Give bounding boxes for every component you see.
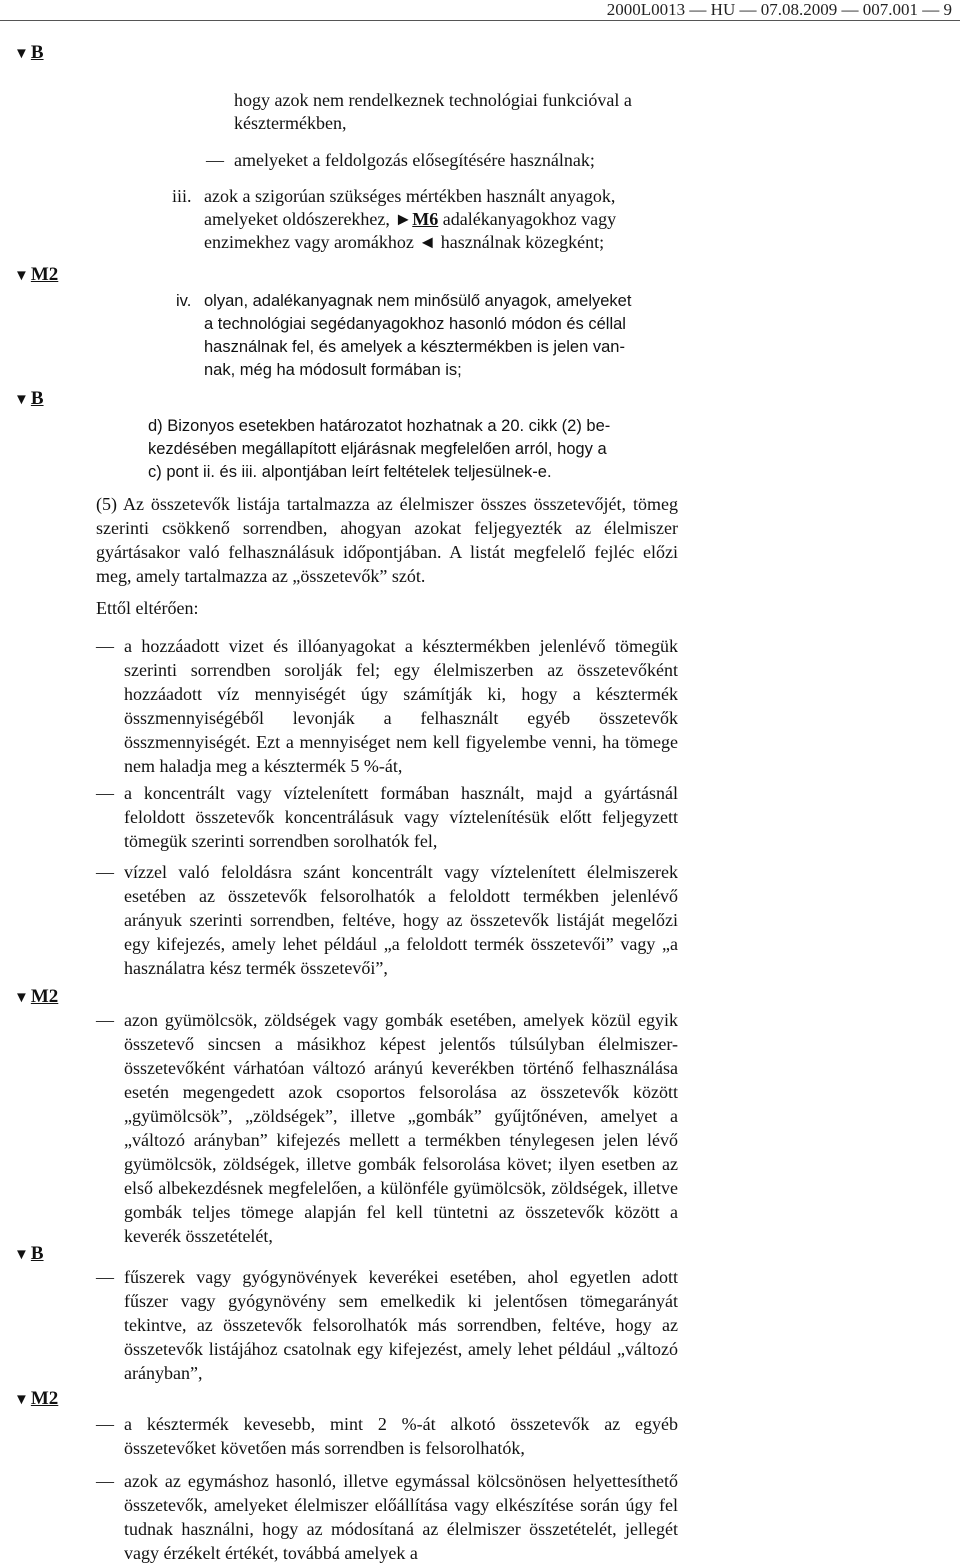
paragraph-5: (5) Az összetevők listája tartalmazza az élelmiszer összes összetevőjét, tömeg szerinti csökkenő sorrendben, ahogyan azokat feljegyezték az élelmiszer gyártásakor való felhasználásuk időpontjában. A listát megfelelő fejléc előzi meg, amely tartalmazza az „összetevők” szót.: [96, 494, 678, 586]
amendment-marker-b: ▼ B: [14, 42, 44, 63]
triangle-down-icon: ▼: [14, 1392, 29, 1408]
dash-bullet: —: [206, 150, 224, 170]
list-item: vízzel való feloldásra szánt koncentrált vagy víztelenített élelmiszerek esetében az összetevők felsorolhatók a feloldott termékben jelenlévő arányuk szerinti sorrendben, feltéve, hogy az összetevők listáját megelőzi egy kifejezés, amely lehet például „a feloldott termék összetevői” vagy „a használatra kész termék összetevői”,: [124, 862, 678, 978]
amendment-reference: ►M6: [394, 209, 439, 229]
text-line: használnak fel, és amelyek a késztermékben is jelen van-: [204, 338, 625, 356]
text-line: késztermékben,: [234, 113, 347, 133]
text-line: olyan, adalékanyagnak nem minősülő anyagok, amelyeket: [204, 292, 632, 310]
list-item: a késztermék kevesebb, mint 2 %-át alkotó összetevők az egyéb összetevőket követően más sorrendben is felsorolhatók,: [124, 1414, 678, 1458]
amendment-marker-m2: ▼ M2: [14, 264, 59, 285]
amendment-marker-m2: ▼ M2: [14, 986, 59, 1007]
item-number: iii.: [172, 186, 192, 206]
triangle-down-icon: ▼: [14, 1247, 29, 1263]
derogation-intro: Ettől eltérően:: [96, 598, 199, 618]
triangle-down-icon: ▼: [14, 392, 29, 408]
list-item: azok az egymáshoz hasonló, illetve egymással kölcsönösen helyettesíthető összetevők, amelyeket élelmiszer előállítása vagy elkészítése során úgy fel tudnak használni, hogy az módosítaná az élelmiszer összetételét, jellegét vagy érzékelt értékét, továbbá amelyek a: [124, 1471, 678, 1563]
triangle-down-icon: ▼: [14, 268, 29, 284]
text-line: amelyeket a feldolgozás elősegítésére használnak;: [234, 150, 595, 170]
running-header: 2000L0013 — HU — 07.08.2009 — 007.001 — 9: [0, 0, 960, 21]
text-line: kezdésében megállapított eljárásnak megfelelően arról, hogy a: [148, 440, 607, 458]
list-item: a koncentrált vagy víztelenített formában használt, majd a gyártásnál feloldott összetevők koncentrálásuk vagy víztelenítésük előtt feljegyzett tömegük szerinti sorrendben sorolhatók fel,: [124, 783, 678, 851]
dash-bullet: —: [96, 1414, 114, 1434]
dash-bullet: —: [96, 1010, 114, 1030]
text-line: enzimekhez vagy aromákhoz ◄ használnak közegként;: [204, 232, 605, 252]
amendment-marker-b: ▼ B: [14, 1243, 44, 1264]
text-line: d) Bizonyos esetekben határozatot hozhatnak a 20. cikk (2) be-: [148, 417, 611, 435]
amendment-marker-m2: ▼ M2: [14, 1388, 59, 1409]
text-line: nak, még ha módosult formában is;: [204, 361, 462, 379]
text-line: c) pont ii. és iii. alpontjában leírt feltételek teljesülnek-e.: [148, 463, 552, 481]
text-line: hogy azok nem rendelkeznek technológiai funkcióval a: [234, 90, 632, 110]
text-line: a technológiai segédanyagokhoz hasonló módon és céllal: [204, 315, 626, 333]
dash-bullet: —: [96, 636, 114, 656]
triangle-down-icon: ▼: [14, 990, 29, 1006]
arrow-right-icon: ►: [394, 209, 413, 229]
arrow-left-icon: ◄: [418, 232, 437, 252]
text-line: amelyeket oldószerekhez, ►M6 adalékanyagokhoz vagy: [204, 209, 617, 229]
item-number: iv.: [176, 292, 192, 310]
dash-bullet: —: [96, 862, 114, 882]
dash-bullet: —: [96, 783, 114, 803]
text-line: azok a szigorúan szükséges mértékben használt anyagok,: [204, 186, 616, 206]
list-item: fűszerek vagy gyógynövények keverékei esetében, ahol egyetlen adott fűszer vagy gyógynövény sem emelkedik ki jelentősen tömegarányát tekintve, az összetevők felsorolhatók más sorrendben, feltéve, hogy az összetevők listájához csatolnak egy kifejezést, amely lehet például „változó arányban”,: [124, 1267, 678, 1383]
amendment-marker-b: ▼ B: [14, 388, 44, 409]
dash-bullet: —: [96, 1471, 114, 1491]
list-item: a hozzáadott vizet és illóanyagokat a késztermékben jelenlévő tömegük szerinti sorrendben sorolják fel; egy élelmiszerben az összetevőként hozzáadott víz mennyiségét úgy számítják ki, hogy a késztermék összmennyiségéből levonják a felhasznált egyéb összetevők összmennyiségét. Ezt a mennyiséget nem kell figyelembe venni, ha tömege nem haladja meg a késztermék 5 %-át,: [124, 636, 678, 776]
list-item: azon gyümölcsök, zöldségek vagy gombák esetében, amelyek közül egyik összetevő sincsen a másikhoz képest jelentős túlsúlyban élelmiszer-összetevőként várhatóan változó arányú keverékben történő felhasználása esetén megengedett azok csoportos felsorolása az összetevők között „gyümölcsök”, „zöldségek”, illetve „gombák” gyűjtőnéven, amelyet a „változó arányban” kifejezés mellett a termékben ténylegesen jelen lévő gyümölcsök, zöldségek, illetve gombák felsorolása követ; ilyen esetben az első albekezdésnek megfelelően, a különféle gyümölcsök, zöldségek, illetve gombák teljes tömege alapján fel kell tüntetni az összetevők között a keverék összetételét,: [124, 1010, 678, 1246]
dash-bullet: —: [96, 1267, 114, 1287]
triangle-down-icon: ▼: [14, 46, 29, 62]
